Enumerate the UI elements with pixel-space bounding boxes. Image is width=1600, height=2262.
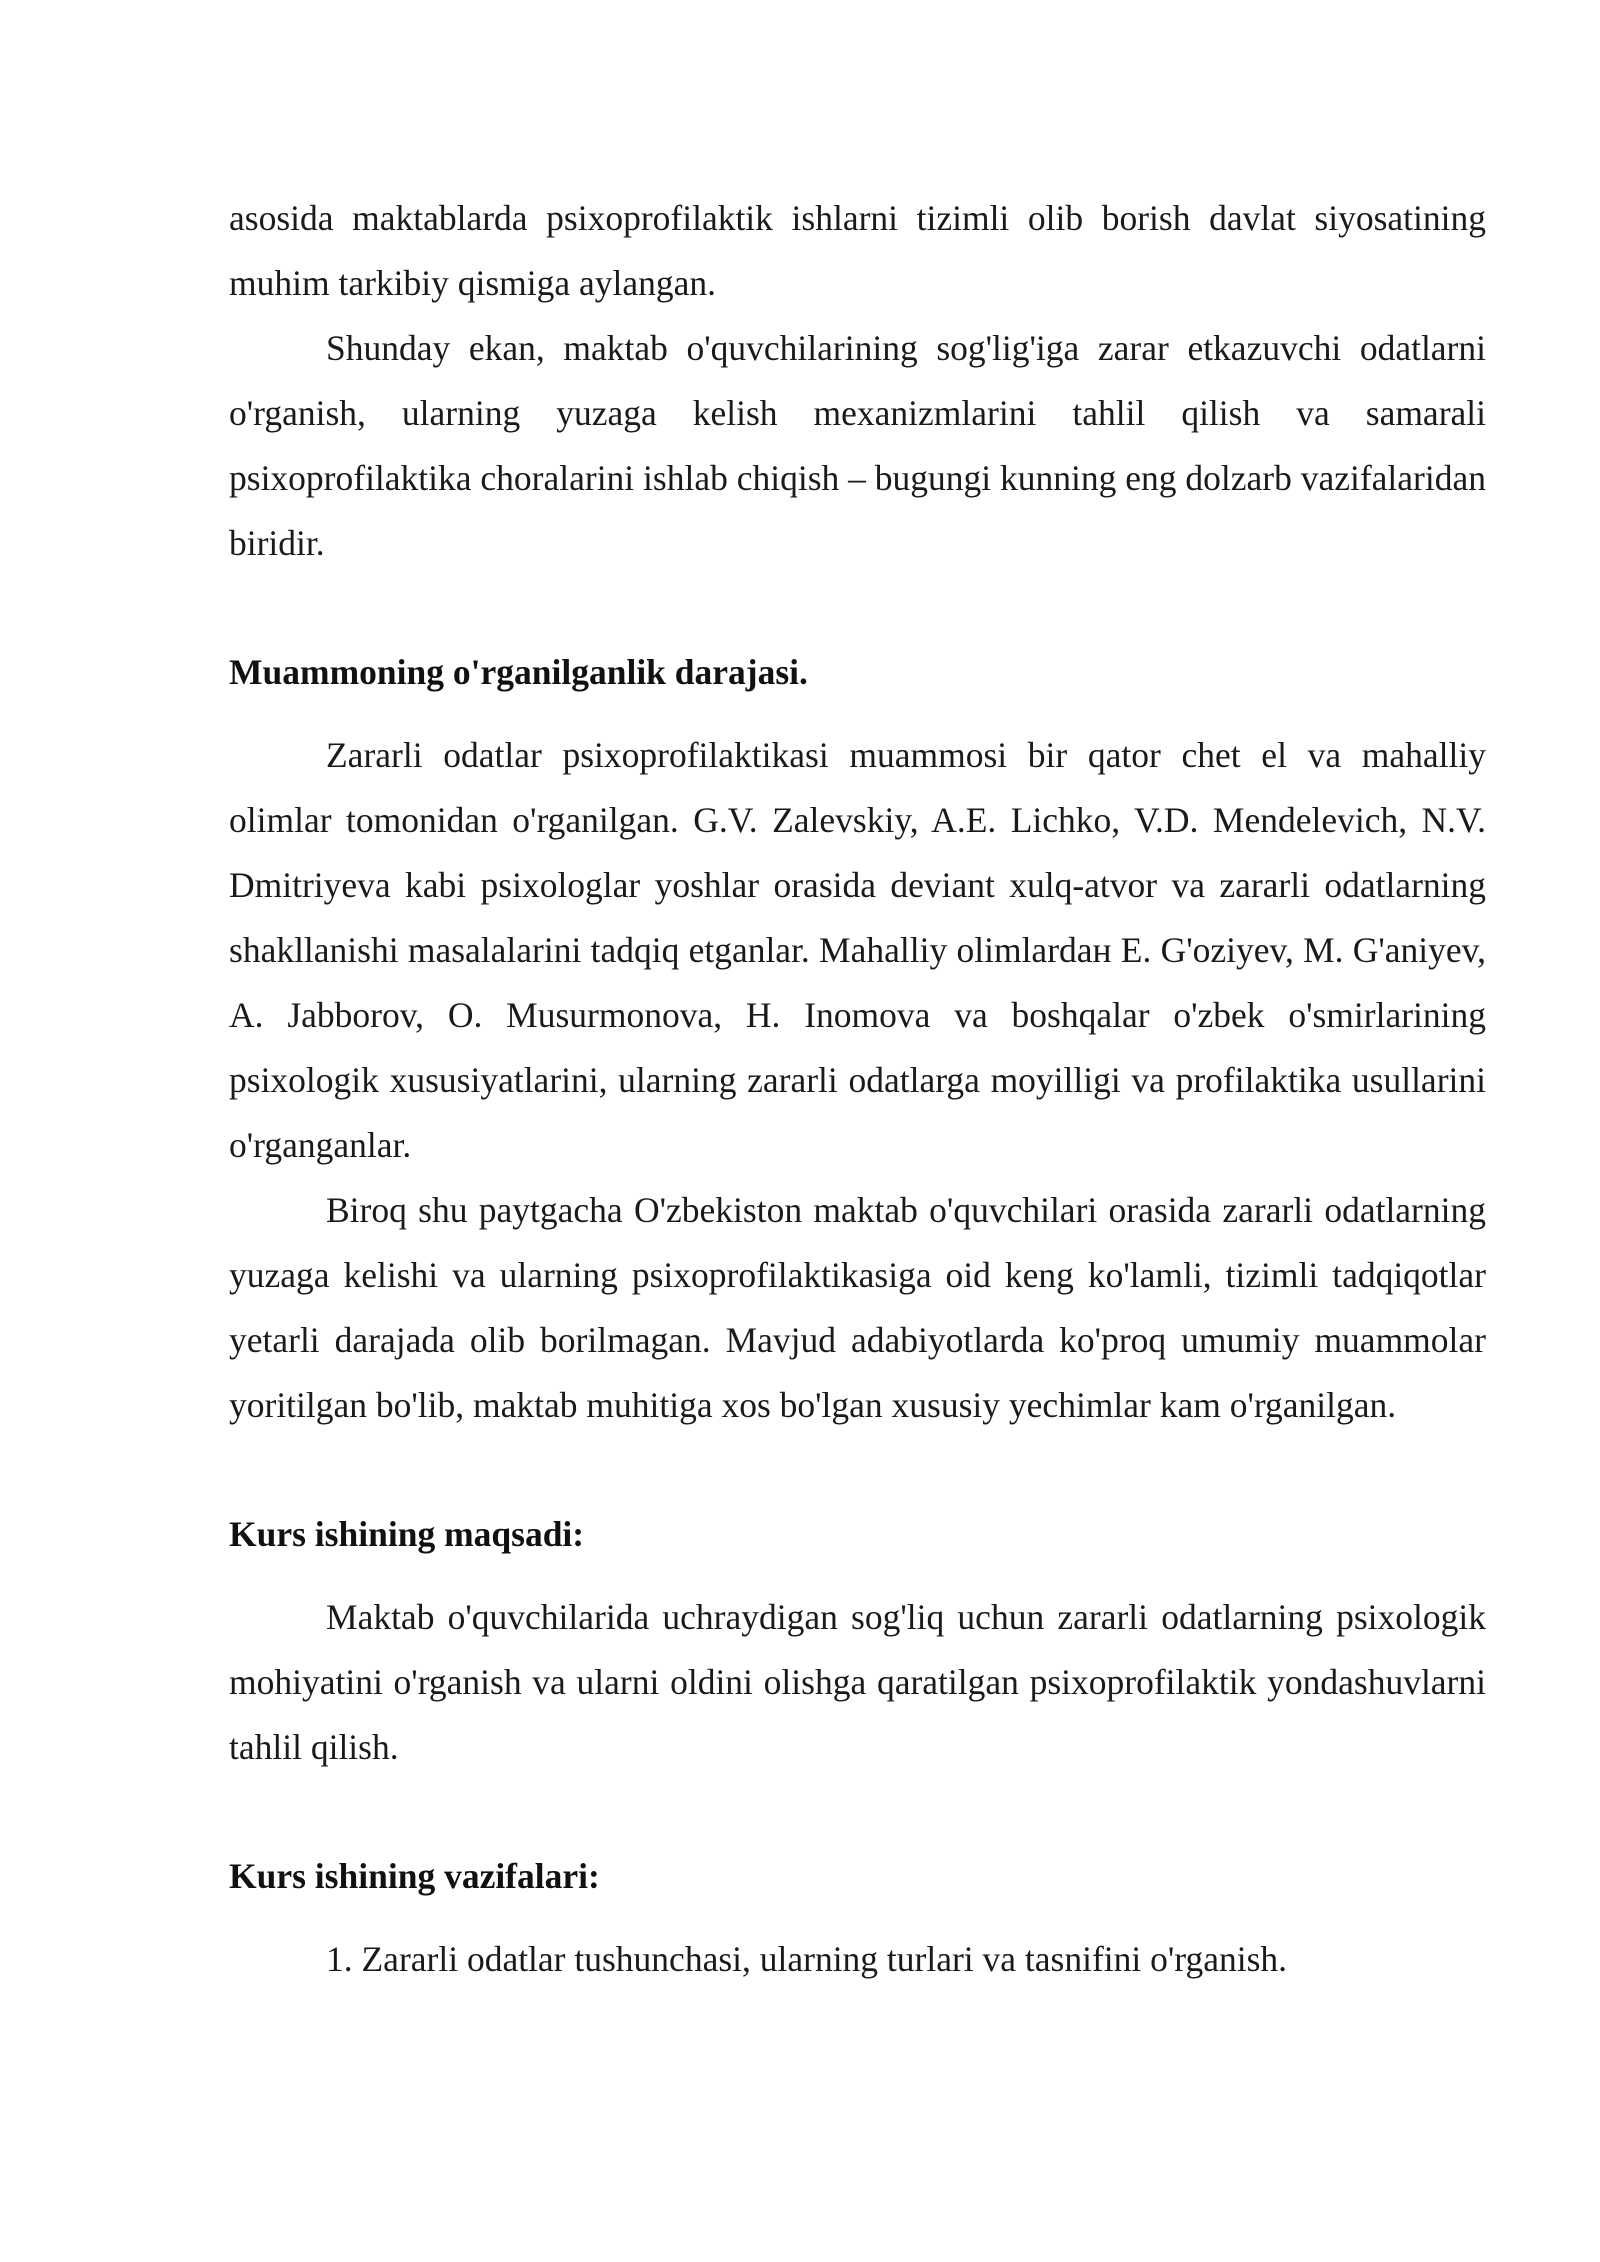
document-page bbox=[229, 186, 1486, 1992]
section-heading-goal: Kurs ishining maqsadi: bbox=[229, 1514, 585, 1554]
tasks-list-item-1: 1. Zararli odatlar tushunchasi, ularning turlari va tasnifini o'rganish. bbox=[326, 1939, 1288, 1979]
study-level-paragraph-2: Biroq shu paytgacha O'zbekiston maktab o'quvchilari orasida zararli odatlarning yuzaga kelishi va ularning psixoprofilaktikasiga oid keng ko'lamli, tizimli tadqiqotlar yetarli darajada olib borilmagan. Mavjud adabiyotlarda ko'proq umumiy muammolar yoritilgan bo'lib, maktab muhitiga xos bo'lgan xususiy yechimlar kam o'rganilgan. bbox=[229, 1190, 1486, 1425]
section-heading-study-level: Muammoning o'rganilganlik darajasi. bbox=[229, 652, 808, 692]
intro-continuation-paragraph: asosida maktablarda psixoprofilaktik ishlarni tizimli olib borish davlat siyosatining muhim tarkibiy qismiga aylangan. bbox=[229, 198, 1486, 303]
goal-paragraph: Maktab o'quvchilarida uchraydigan sog'liq uchun zararli odatlarning psixologik mohiyatini o'rganish va ularni oldini olishga qaratilgan psixoprofilaktik yondashuvlarni tahlil qilish. bbox=[229, 1597, 1486, 1767]
study-level-paragraph-1: Zararli odatlar psixoprofilaktikasi muammosi bir qator chet el va mahalliy olimlar tomonidan o'rganilgan. G.V. Zalevskiy, A.E. Lichko, V.D. Mendelevich, N.V. Dmitriyeva kabi psixologlar yoshlar orasida deviant xulq-atvor va zararli odatlarning shakllanishi masalalarini tadqiq etganlar. Mahalliy olimlardaн E. G'oziyev, M. G'aniyev, A. Jabborov, O. Musurmonova, H. Inomova va boshqalar o'zbek o'smirlarining psixologik xususiyatlarini, ularning zararli odatlarga moyilligi va profilaktika usullarini o'rganganlar. bbox=[229, 735, 1486, 1165]
intro-paragraph: Shunday ekan, maktab o'quvchilarining sog'lig'iga zarar etkazuvchi odatlarni o'rganish, ularning yuzaga kelish mexanizmlarini tahlil qilish va samarali psixoprofilaktika choralarini ishlab chiqish – bugungi kunning eng dolzarb vazifalaridan biridir. bbox=[229, 328, 1486, 563]
section-heading-tasks: Kurs ishining vazifalari: bbox=[229, 1856, 600, 1896]
